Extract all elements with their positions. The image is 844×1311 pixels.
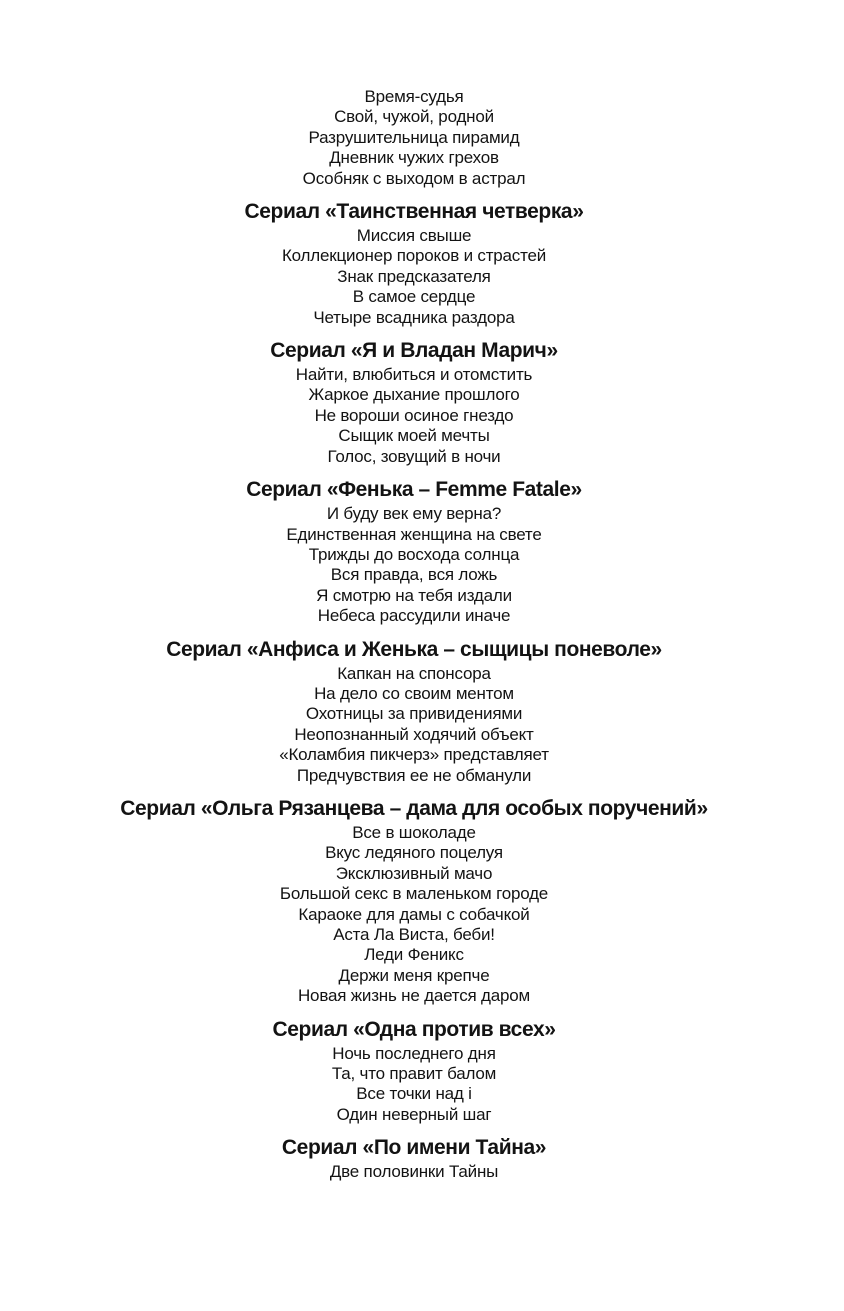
series-heading: Сериал «Таинственная четверка» — [244, 200, 584, 224]
book-title: Четыре всадника раздора — [313, 307, 515, 327]
book-title: Единственная женщина на свете — [286, 524, 542, 544]
book-title: Коллекционер пороков и страстей — [281, 246, 547, 266]
series-section — [0, 87, 828, 189]
series-heading: Сериал «Ольга Рязанцева – дама для особых поручений» — [120, 796, 708, 820]
book-title: «Коламбия пикчерз» представляет — [279, 745, 549, 765]
series-section — [0, 199, 828, 328]
book-title: Караоке для дамы с собачкой — [298, 904, 530, 924]
book-title: Аста Ла Виста, беби! — [333, 925, 495, 944]
book-title: Дневник чужих грехов — [329, 148, 499, 168]
series-heading: Сериал «Я и Владан Марич» — [270, 339, 558, 363]
book-title: Охотницы за привидениями — [305, 704, 523, 724]
series-heading: Сериал «Одна против всех» — [272, 1017, 556, 1041]
book-title: Эксклюзивный мачо — [335, 863, 493, 883]
book-title: Свой, чужой, родной — [334, 107, 494, 127]
book-title: В самое сердце — [352, 287, 476, 307]
series-section — [0, 477, 828, 626]
book-title: Сыщик моей мечты — [338, 426, 490, 446]
book-title: Небеса рассудили иначе — [317, 606, 511, 626]
book-title: Все в шоколаде — [352, 822, 476, 842]
book-title: Та, что правит балом — [331, 1064, 497, 1084]
book-title: Трижды до восхода солнца — [308, 544, 520, 564]
book-title: Капкан на спонсора — [337, 663, 491, 683]
book-title: Особняк с выходом в астрал — [302, 168, 526, 188]
book-title: Две половинки Тайны — [329, 1162, 499, 1182]
book-title: И буду век ему верна? — [326, 504, 502, 524]
book-title: Не вороши осиное гнездо — [314, 405, 514, 425]
series-section — [0, 338, 828, 467]
book-title: Вся правда, вся ложь — [330, 565, 498, 585]
book-title: Знак предсказателя — [337, 266, 491, 286]
series-heading: Сериал «По имени Тайна» — [281, 1136, 547, 1160]
book-title: Вкус ледяного поцелуя — [325, 843, 503, 863]
series-heading: Сериал «Фенька – Femme Fatale» — [246, 478, 582, 502]
book-title: Я смотрю на тебя издали — [316, 585, 512, 605]
book-title: Жаркое дыхание прошлого — [308, 385, 520, 405]
book-title: Миссия свыше — [356, 226, 472, 246]
series-heading: Сериал «Анфиса и Женька – сыщицы поневоле» — [166, 637, 662, 661]
series-section — [0, 796, 828, 1007]
book-title: Держи меня крепче — [338, 965, 490, 985]
book-title: Леди Феникс — [364, 945, 464, 965]
book-title: Большой секс в маленьком городе — [279, 884, 549, 904]
book-title: Найти, влюбиться и отомстить — [295, 365, 533, 385]
book-title: Новая жизнь не дается даром — [297, 986, 530, 1006]
series-list — [0, 87, 828, 1183]
book-title: Предчувствия ее не обманули — [296, 765, 532, 785]
series-section — [0, 1135, 828, 1182]
book-title: Голос, зовущий в ночи — [327, 446, 501, 466]
book-title: Все точки над i — [356, 1084, 472, 1104]
book-title: Время-судья — [364, 87, 464, 106]
series-section — [0, 637, 828, 786]
book-title: Ночь последнего дня — [332, 1043, 496, 1063]
book-title: Неопознанный ходячий объект — [294, 724, 534, 744]
book-title: Разрушительница пирамид — [308, 127, 520, 147]
book-title: Один неверный шаг — [336, 1104, 492, 1124]
series-section — [0, 1017, 828, 1126]
book-title: На дело со своим ментом — [314, 683, 514, 703]
